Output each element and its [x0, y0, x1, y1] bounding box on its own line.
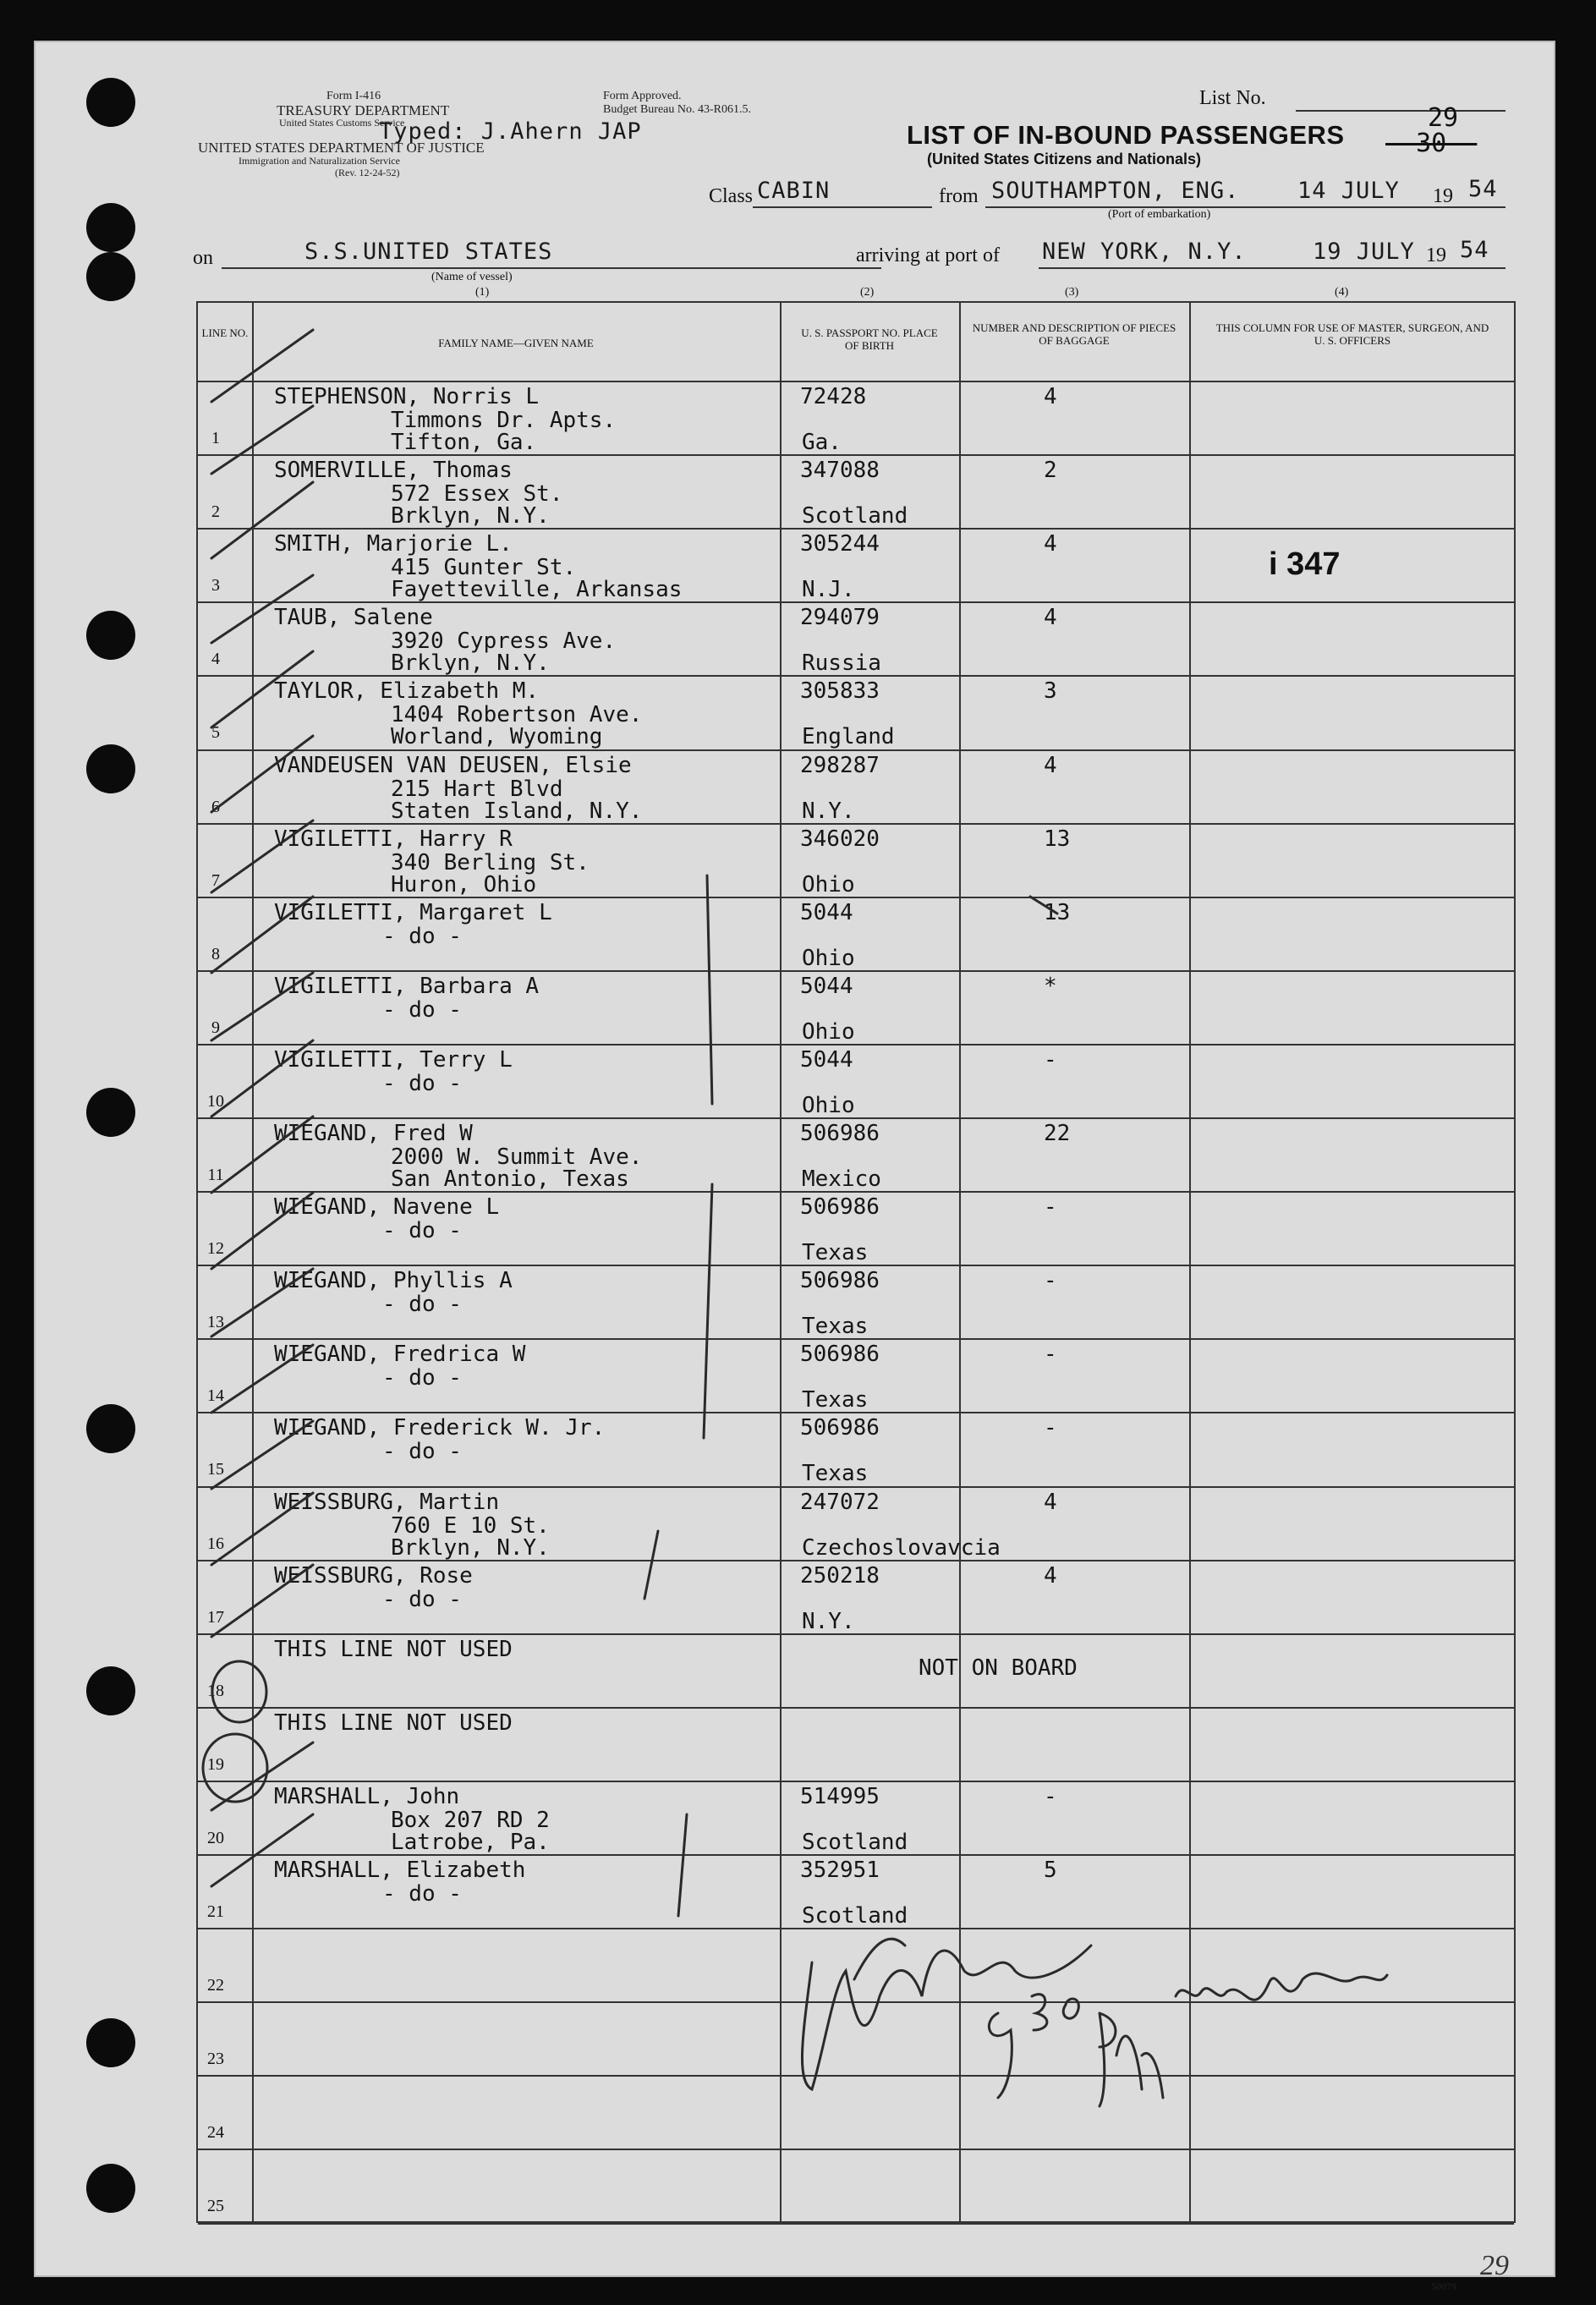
header-passport: U. S. PASSPORT NO. PLACE OF BIRTH — [801, 327, 938, 352]
line-number: 22 — [207, 1976, 224, 1995]
place-of-birth: Ohio — [802, 945, 855, 971]
table-row — [198, 2075, 1514, 2149]
table-row — [198, 1633, 1514, 1707]
binder-hole — [86, 252, 135, 301]
address-line-1: Timmons Dr. Apts. — [391, 408, 617, 433]
passport-number: 298287 — [800, 752, 880, 778]
address-line-2: Staten Island, N.Y. — [391, 798, 643, 824]
address-line-1: - do - — [382, 1070, 462, 1096]
binder-hole — [86, 2164, 135, 2213]
place-of-birth: Texas — [802, 1387, 869, 1413]
customs-service: United States Customs Service — [279, 117, 405, 129]
place-of-birth: Scotland — [802, 503, 908, 530]
place-of-birth: Russia — [802, 650, 881, 677]
from-label: from — [939, 185, 979, 207]
address-line-2: San Antonio, Texas — [391, 1166, 629, 1192]
line-number: 7 — [211, 870, 220, 890]
passenger-name: WEISSBURG, Rose — [274, 1562, 473, 1589]
address-line-1: 572 Essex St. — [391, 481, 563, 508]
line-number: 25 — [207, 2197, 224, 2216]
arrival-date: 19 JULY — [1313, 239, 1415, 265]
place-of-birth: Texas — [802, 1240, 869, 1266]
from-date: 14 JULY — [1297, 178, 1400, 204]
passenger-name: TAYLOR, Elizabeth M. — [274, 678, 540, 705]
address-line-2: Fayetteville, Arkansas — [391, 577, 683, 603]
table-row — [198, 675, 1514, 749]
table-row — [198, 1338, 1514, 1412]
page-title: LIST OF IN-BOUND PASSENGERS — [907, 120, 1345, 150]
address-line-1: 340 Berling St. — [391, 849, 590, 875]
address-line-2: Worland, Wyoming — [391, 724, 603, 750]
passport-number: 305244 — [800, 531, 880, 557]
list-no-label: List No. — [1199, 87, 1266, 109]
line-number: 16 — [207, 1534, 224, 1553]
passenger-name: STEPHENSON, Norris L — [274, 384, 540, 409]
row-rule — [198, 2223, 1514, 2225]
table-row — [198, 601, 1514, 675]
line-number: 15 — [207, 1460, 224, 1479]
passport-number: 5044 — [800, 1046, 853, 1073]
passport-number: 250218 — [800, 1562, 880, 1589]
table-row — [198, 381, 1514, 454]
address-line-1: - do - — [382, 1881, 462, 1907]
line-number: 10 — [207, 1091, 224, 1111]
passenger-name: VIGILETTI, Margaret L — [274, 899, 552, 925]
list-no-value: 29 — [1428, 103, 1459, 133]
baggage-count: 4 — [1044, 1562, 1057, 1589]
address-line-2: Brklyn, N.Y. — [391, 503, 550, 530]
address-line-1: - do - — [382, 1218, 462, 1244]
col2-caption: (2) — [860, 286, 875, 299]
from-year-prefix: 19 — [1433, 185, 1453, 207]
passport-number: 506986 — [800, 1342, 880, 1368]
address-line-1: 1404 Robertson Ave. — [391, 702, 643, 728]
passenger-name: THIS LINE NOT USED — [274, 1710, 513, 1736]
ins-label: Immigration and Naturalization Service — [239, 155, 400, 167]
address-line-1: 760 E 10 St. — [391, 1512, 550, 1539]
typed-by: Typed: J.Ahern JAP — [379, 118, 642, 145]
line-number: 23 — [207, 2050, 224, 2069]
passenger-name: WIEGAND, Fred W — [274, 1121, 473, 1146]
passport-number: 506986 — [800, 1268, 880, 1294]
binder-hole — [86, 1666, 135, 1715]
baggage-count: - — [1044, 1046, 1057, 1073]
address-line-1: - do - — [382, 1365, 462, 1391]
binder-hole — [86, 2018, 135, 2067]
justice-dept: UNITED STATES DEPARTMENT OF JUSTICE — [198, 140, 485, 156]
address-line-1: Box 207 RD 2 — [391, 1807, 550, 1833]
place-of-birth: Ohio — [802, 1092, 855, 1118]
binder-hole — [86, 611, 135, 660]
passenger-name: WEISSBURG, Martin — [274, 1489, 500, 1515]
passenger-name: VANDEUSEN VAN DEUSEN, Elsie — [274, 752, 632, 778]
passport-number: 294079 — [800, 605, 880, 631]
passenger-name: WIEGAND, Navene L — [274, 1194, 500, 1221]
table-row — [198, 1117, 1514, 1191]
line-number: 24 — [207, 2123, 224, 2143]
table-row — [198, 970, 1514, 1044]
passport-number: 305833 — [800, 678, 880, 705]
from-line — [985, 206, 1506, 208]
table-row — [198, 1044, 1514, 1117]
treasury-dept: TREASURY DEPARTMENT — [277, 102, 450, 118]
address-line-2: Brklyn, N.Y. — [391, 1534, 550, 1561]
list-no-struck: - 30 - — [1385, 129, 1478, 158]
table-row — [198, 897, 1514, 970]
form-approved: Form Approved. — [603, 90, 682, 102]
table-row — [198, 2001, 1514, 2075]
baggage-count: 4 — [1044, 1489, 1057, 1515]
place-of-birth: Ohio — [802, 871, 855, 897]
place-of-birth: Ga. — [802, 430, 842, 455]
line-number: 1 — [211, 429, 220, 448]
line-number: 12 — [207, 1239, 224, 1259]
vessel-name: S.S.UNITED STATES — [304, 239, 553, 265]
table-row — [198, 2149, 1514, 2222]
page-subtitle: (United States Citizens and Nationals) — [927, 151, 1202, 167]
from-year: 54 — [1468, 176, 1498, 202]
address-line-2: Latrobe, Pa. — [391, 1829, 550, 1855]
list-no-line — [1296, 110, 1506, 112]
table-row — [198, 1854, 1514, 1928]
line-number: 6 — [211, 797, 220, 816]
place-of-birth: N.Y. — [802, 1608, 855, 1634]
baggage-count: - — [1044, 1415, 1057, 1441]
passport-number: 514995 — [800, 1783, 880, 1809]
class-line — [753, 206, 932, 208]
baggage-count: 4 — [1044, 384, 1057, 409]
table-row — [198, 1707, 1514, 1781]
table-row — [198, 749, 1514, 823]
header-line-no: LINE NO. — [201, 327, 249, 339]
table-row — [198, 1412, 1514, 1485]
line-number: 2 — [211, 502, 220, 522]
line-number: 21 — [207, 1902, 224, 1922]
line-number: 4 — [211, 650, 220, 669]
baggage-count: 5 — [1044, 1858, 1057, 1883]
table-row — [198, 454, 1514, 528]
passenger-name: VIGILETTI, Barbara A — [274, 973, 540, 999]
place-of-birth: Czechoslovavcia — [802, 1534, 1001, 1561]
baggage-count: 13 — [1044, 899, 1071, 925]
table-row — [198, 1486, 1514, 1560]
form-number: Form I-416 — [326, 90, 381, 102]
passport-number: 72428 — [800, 384, 867, 409]
baggage-count: - — [1044, 1783, 1057, 1809]
passenger-name: WIEGAND, Fredrica W — [274, 1342, 526, 1368]
arrival-line — [1039, 267, 1506, 269]
place-of-birth: Scotland — [802, 1829, 908, 1855]
table-row — [198, 1560, 1514, 1633]
passport-number: 506986 — [800, 1121, 880, 1146]
baggage-count: 4 — [1044, 605, 1057, 631]
address-line-1: 2000 W. Summit Ave. — [391, 1144, 643, 1170]
line-number: 8 — [211, 944, 220, 963]
passenger-name: WIEGAND, Phyllis A — [274, 1268, 513, 1294]
address-line-2: Tifton, Ga. — [391, 430, 537, 455]
address-line-1: 3920 Cypress Ave. — [391, 628, 617, 655]
passenger-name: MARSHALL, John — [274, 1783, 460, 1809]
table-row — [198, 1191, 1514, 1265]
passport-number: 247072 — [800, 1489, 880, 1515]
vessel-caption: (Name of vessel) — [431, 271, 513, 283]
line-number: 5 — [211, 723, 220, 743]
place-of-birth: England — [802, 724, 895, 750]
place-of-birth: N.J. — [802, 577, 855, 603]
footer-code: 50079 — [1431, 2280, 1456, 2292]
passenger-name: MARSHALL, Elizabeth — [274, 1858, 526, 1883]
address-line-1: 215 Hart Blvd — [391, 776, 563, 802]
passport-number: 5044 — [800, 899, 853, 925]
arriving-label: arriving at port of — [856, 244, 1000, 266]
place-of-birth: Texas — [802, 1314, 869, 1340]
on-label: on — [193, 247, 213, 269]
address-line-2: Huron, Ohio — [391, 871, 537, 897]
passenger-name: VIGILETTI, Harry R — [274, 826, 513, 852]
line-number: 13 — [207, 1313, 224, 1332]
binder-hole — [86, 1088, 135, 1137]
passport-number: 5044 — [800, 973, 853, 999]
baggage-count: * — [1044, 973, 1057, 999]
passenger-name: TAUB, Salene — [274, 605, 433, 631]
binder-hole — [86, 203, 135, 252]
baggage-count: 2 — [1044, 458, 1057, 484]
line-number: 19 — [207, 1754, 224, 1774]
passport-number: 506986 — [800, 1415, 880, 1441]
passenger-name: SOMERVILLE, Thomas — [274, 458, 513, 484]
passenger-name: SMITH, Marjorie L. — [274, 531, 513, 557]
passport-number: 352951 — [800, 1858, 880, 1883]
table-row — [198, 1265, 1514, 1338]
address-line-2: Brklyn, N.Y. — [391, 650, 550, 677]
table-row — [198, 1781, 1514, 1854]
address-line-1: - do - — [382, 1586, 462, 1612]
place-of-birth: Ohio — [802, 1018, 855, 1045]
col3-caption: (3) — [1065, 286, 1079, 299]
binder-hole — [86, 1404, 135, 1453]
table-row — [198, 823, 1514, 897]
place-of-birth: Scotland — [802, 1903, 908, 1929]
binder-hole — [86, 744, 135, 793]
passport-number: NOT ON BOARD — [919, 1655, 1078, 1681]
passenger-name: VIGILETTI, Terry L — [274, 1046, 513, 1073]
baggage-count: 4 — [1044, 752, 1057, 778]
line-number: 11 — [207, 1166, 224, 1185]
baggage-count: - — [1044, 1194, 1057, 1221]
class-value: CABIN — [757, 178, 831, 204]
from-value: SOUTHAMPTON, ENG. — [991, 178, 1240, 204]
line-number: 14 — [207, 1386, 224, 1406]
vessel-line — [222, 267, 881, 269]
passenger-name: WIEGAND, Frederick W. Jr. — [274, 1415, 606, 1441]
place-of-birth: Mexico — [802, 1166, 881, 1192]
table-row — [198, 1928, 1514, 2001]
passenger-name: THIS LINE NOT USED — [274, 1636, 513, 1662]
address-line-1: - do - — [382, 923, 462, 949]
corner-page-number: 29 — [1480, 2250, 1509, 2281]
passport-number: 346020 — [800, 826, 880, 852]
line-number: 17 — [207, 1607, 224, 1627]
col4-caption: (4) — [1335, 286, 1349, 299]
address-line-1: - do - — [382, 996, 462, 1023]
binder-hole — [86, 78, 135, 127]
arrival-port: NEW YORK, N.Y. — [1042, 239, 1247, 265]
rev-date: (Rev. 12-24-52) — [335, 167, 400, 178]
class-label: Class — [709, 185, 754, 207]
baggage-count: 13 — [1044, 826, 1071, 852]
baggage-count: - — [1044, 1342, 1057, 1368]
officer-note: i 347 — [1269, 546, 1341, 582]
passport-number: 347088 — [800, 458, 880, 484]
baggage-count: 4 — [1044, 531, 1057, 557]
baggage-count: - — [1044, 1268, 1057, 1294]
baggage-count: 3 — [1044, 678, 1057, 705]
header-baggage: NUMBER AND DESCRIPTION OF PIECES OF BAGGAGE — [972, 321, 1176, 347]
passport-number: 506986 — [800, 1194, 880, 1221]
address-line-1: - do - — [382, 1439, 462, 1465]
col1-caption: (1) — [475, 286, 490, 299]
line-number: 20 — [207, 1828, 224, 1847]
baggage-count: 22 — [1044, 1121, 1071, 1146]
passenger-table — [196, 301, 1516, 2223]
line-number: 18 — [207, 1681, 224, 1700]
line-number: 9 — [211, 1018, 220, 1037]
budget-bureau: Budget Bureau No. 43-R061.5. — [603, 103, 751, 116]
address-line-1: - do - — [382, 1292, 462, 1318]
place-of-birth: N.Y. — [802, 798, 855, 824]
header-officers: THIS COLUMN FOR USE OF MASTER, SURGEON, AND U. S. OFFICERS — [1215, 321, 1489, 347]
arrival-year: 54 — [1460, 237, 1489, 263]
header-name: FAMILY NAME—GIVEN NAME — [438, 337, 594, 349]
port-embark-caption: (Port of embarkation) — [1108, 208, 1211, 221]
place-of-birth: Texas — [802, 1461, 869, 1487]
arrival-year-prefix: 19 — [1426, 244, 1446, 266]
address-line-1: 415 Gunter St. — [391, 555, 577, 581]
line-number: 3 — [211, 576, 220, 595]
